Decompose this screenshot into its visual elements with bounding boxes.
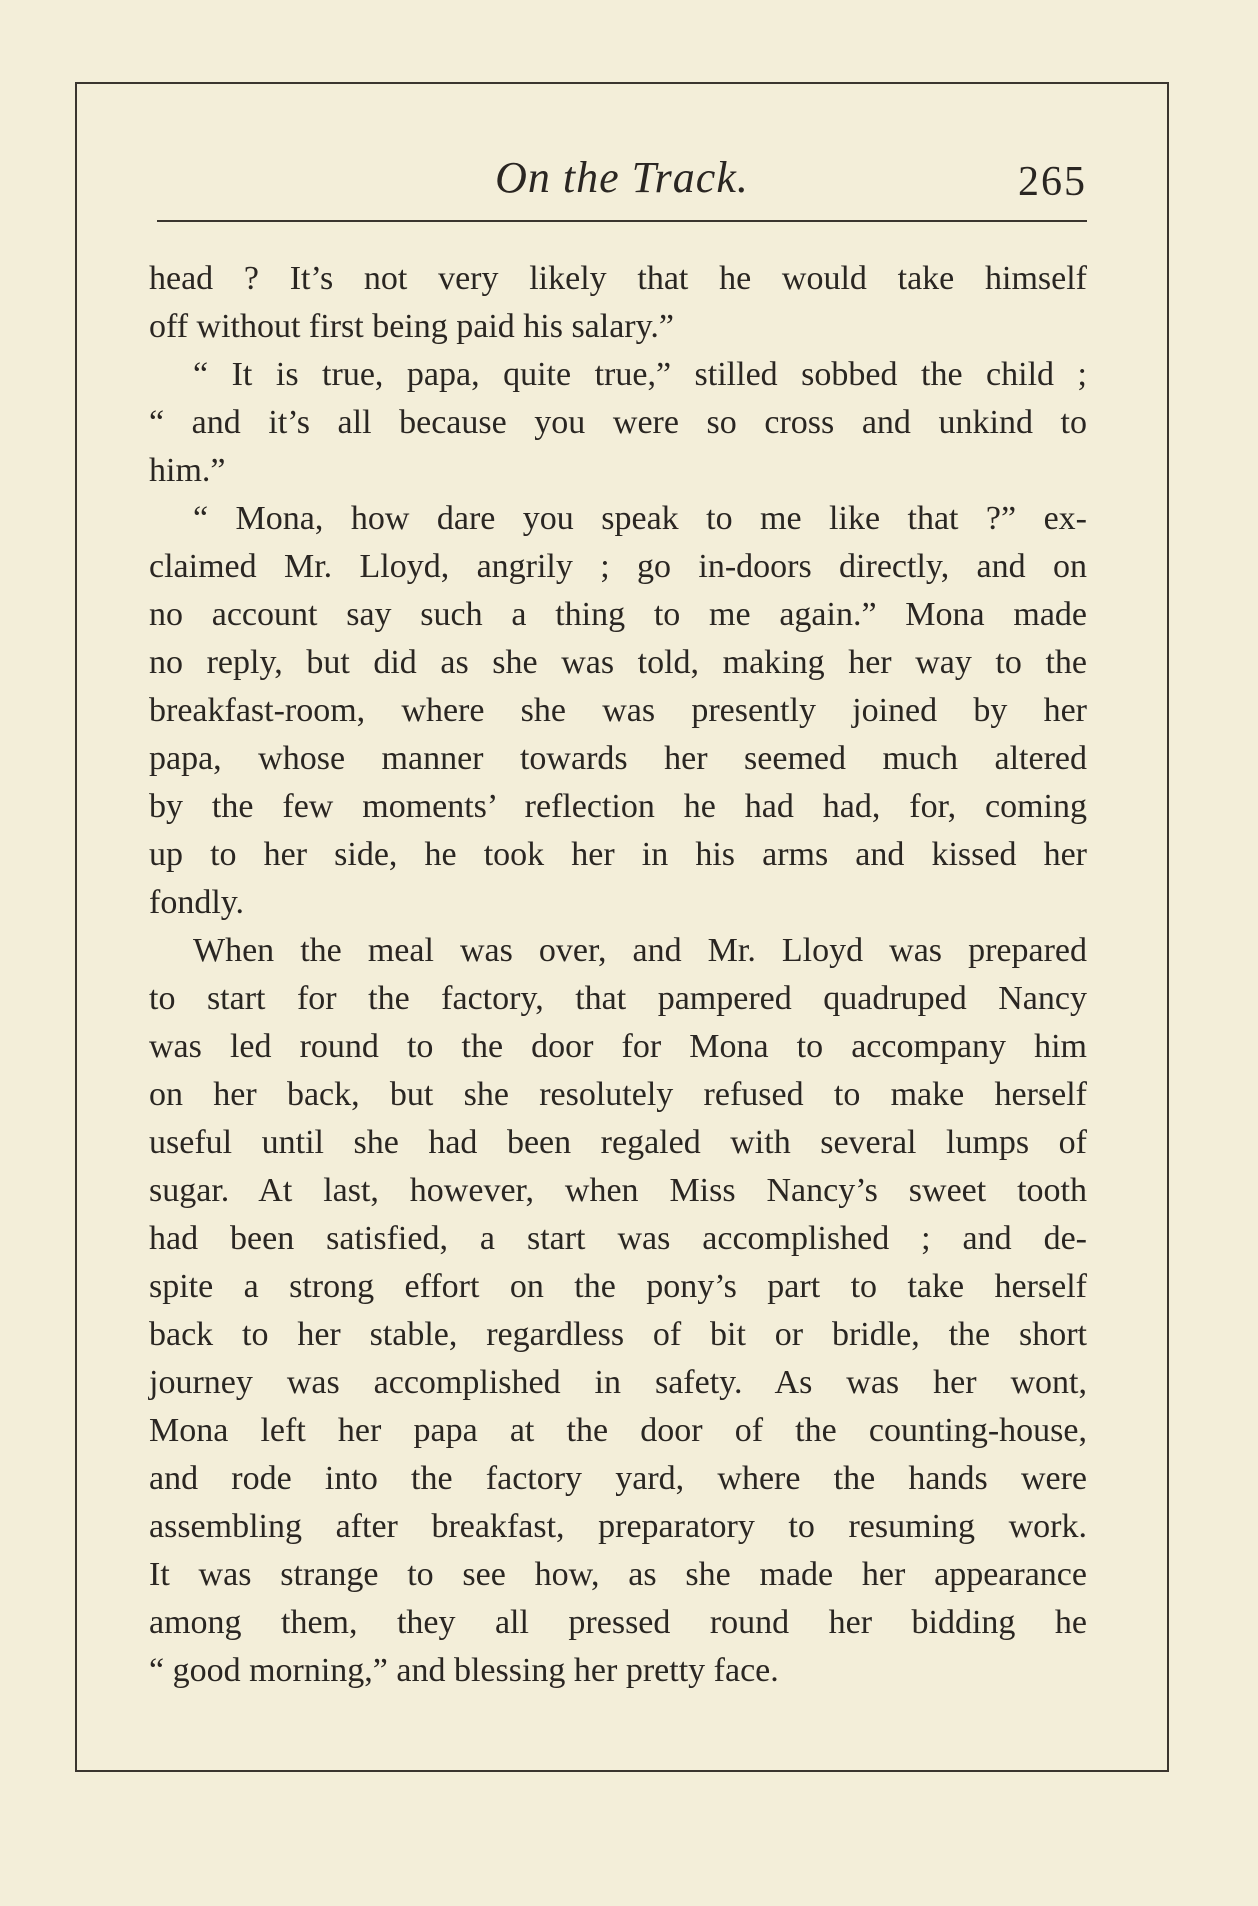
text-line: assembling after breakfast, preparatory to resuming work. (149, 1508, 1087, 1545)
text-line: off without first being paid his salary.” (149, 308, 675, 345)
text-line: “ good morning,” and blessing her pretty face. (149, 1652, 779, 1689)
text-line: up to her side, he took her in his arms and kissed her (149, 836, 1087, 873)
text-line: no account say such a thing to me again.” Mona made (149, 596, 1087, 633)
text-line: spite a strong effort on the pony’s part to take herself (149, 1268, 1087, 1305)
text-line: was led round to the door for Mona to accompany him (149, 1028, 1087, 1065)
text-line: journey was accomplished in safety. As was her wont, (149, 1364, 1087, 1401)
text-line: to start for the factory, that pampered quadruped Nancy (149, 980, 1087, 1017)
text-line: back to her stable, regardless of bit or bridle, the short (149, 1316, 1087, 1353)
text-line: “ and it’s all because you were so cross and unkind to (149, 404, 1087, 441)
text-line: among them, they all pressed round her bidding he (149, 1604, 1087, 1641)
text-line: breakfast-room, where she was presently joined by her (149, 692, 1087, 729)
running-title: On the Track. (495, 153, 749, 202)
text-line: “ Mona, how dare you speak to me like that ?” ex- (193, 500, 1087, 537)
text-line: fondly. (149, 884, 245, 921)
text-line: no reply, but did as she was told, making her way to the (149, 644, 1087, 681)
text-line: had been satisfied, a start was accomplished ; and de- (149, 1220, 1087, 1257)
text-line: “ It is true, papa, quite true,” stilled sobbed the child ; (193, 356, 1087, 393)
text-line: by the few moments’ reflection he had had, for, coming (149, 788, 1087, 825)
text-line: sugar. At last, however, when Miss Nancy’s sweet tooth (149, 1172, 1087, 1209)
text-line: useful until she had been regaled with several lumps of (149, 1124, 1087, 1161)
text-line: and rode into the factory yard, where the hands were (149, 1460, 1087, 1497)
text-line: When the meal was over, and Mr. Lloyd was prepared (193, 932, 1087, 969)
body-text (149, 255, 1087, 1695)
text-line: It was strange to see how, as she made her appearance (149, 1556, 1087, 1593)
running-header (157, 148, 1087, 218)
page-number: 265 (1018, 159, 1087, 205)
header-rule (157, 220, 1087, 222)
text-line: claimed Mr. Lloyd, angrily ; go in-doors directly, and on (149, 548, 1087, 585)
text-line: Mona left her papa at the door of the counting-house, (149, 1412, 1087, 1449)
text-line: head ? It’s not very likely that he would take himself (149, 260, 1087, 297)
text-line: him.” (149, 452, 226, 489)
text-line: papa, whose manner towards her seemed much altered (149, 740, 1087, 777)
text-line: on her back, but she resolutely refused to make herself (149, 1076, 1087, 1113)
